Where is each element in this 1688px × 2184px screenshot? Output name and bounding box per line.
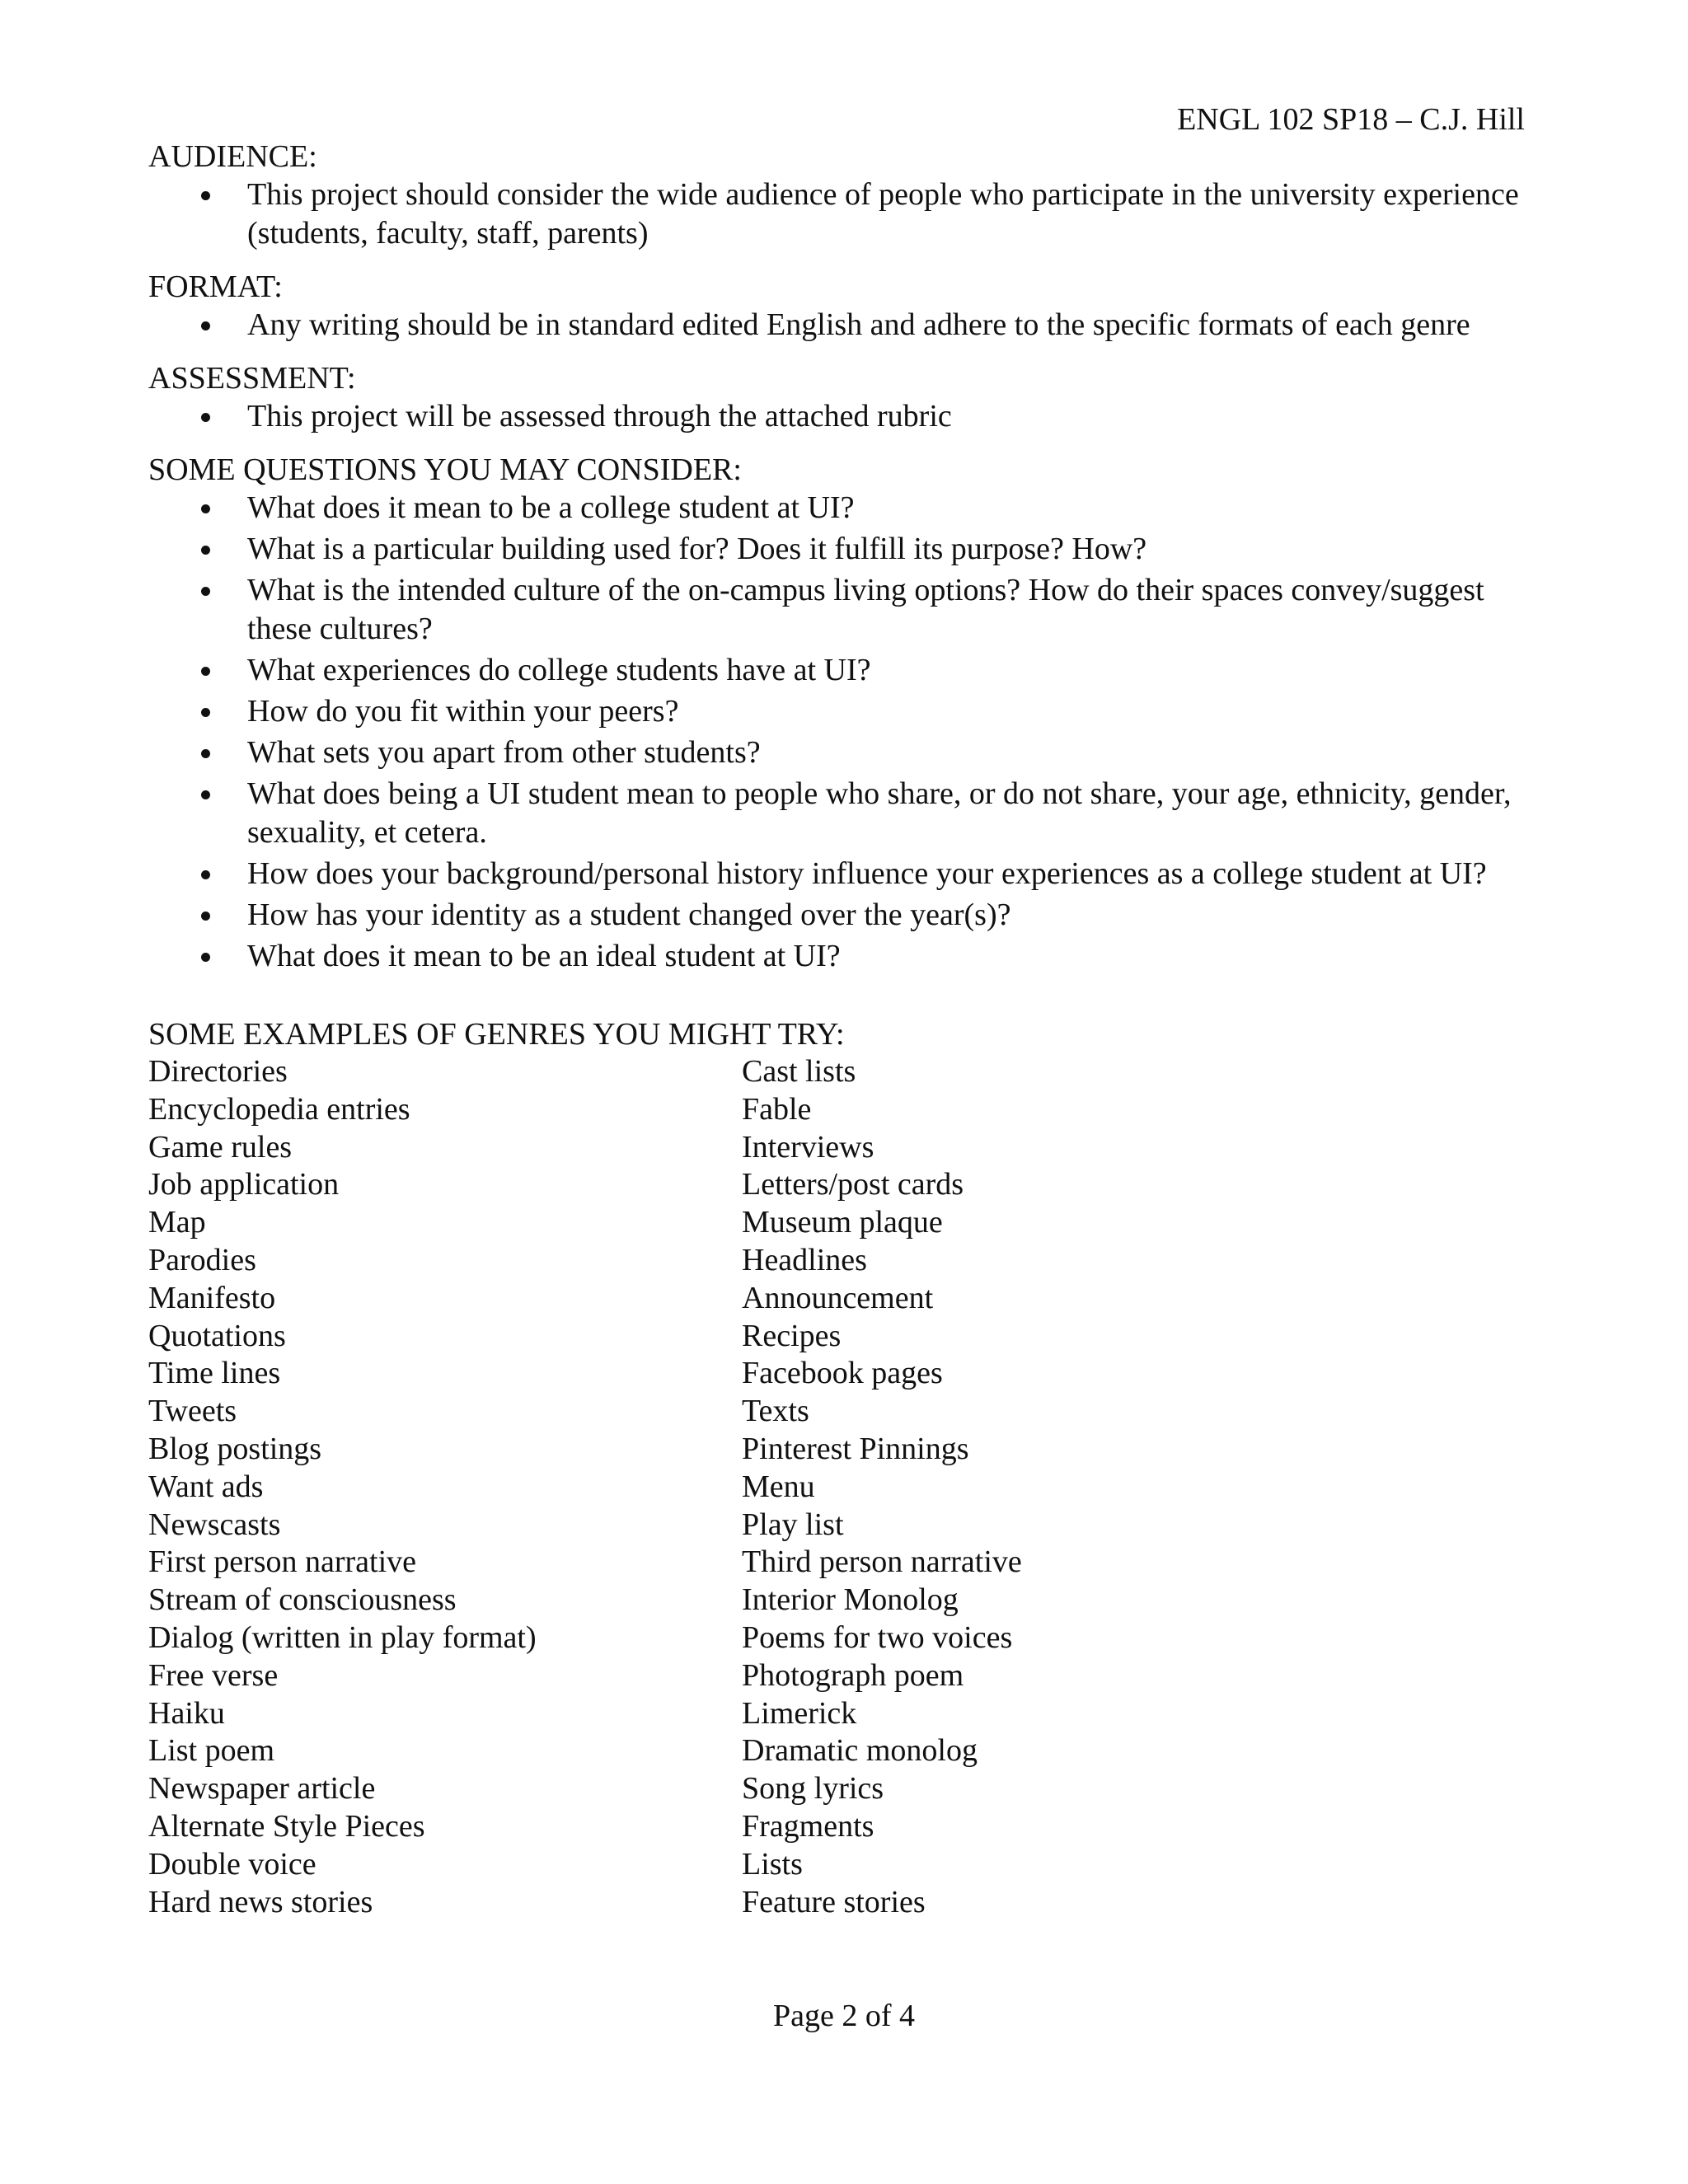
list-item	[148, 530, 1533, 569]
genre-item: Directories	[148, 1054, 288, 1089]
genre-item: Hard news stories	[148, 1884, 373, 1919]
genre-item: Headlines	[742, 1242, 867, 1277]
genre-item: Haiku	[148, 1695, 225, 1731]
list-item	[148, 306, 1533, 344]
genre-item: Stream of consciousness	[148, 1582, 457, 1618]
genre-item: Photograph poem	[742, 1657, 964, 1693]
bullet-icon	[201, 504, 210, 513]
genre-item: Free verse	[148, 1657, 279, 1693]
genre-item: Interviews	[742, 1129, 874, 1165]
list-item-text: What does being a UI student mean to people who share, or do not share, your age, ethnicity, gender, sexuality, et cetera.	[247, 776, 1512, 850]
questions-section	[148, 451, 1533, 976]
list-item	[148, 692, 1533, 731]
bullet-icon	[201, 321, 210, 330]
genre-item: Announcement	[742, 1280, 934, 1315]
genre-item: Letters/post cards	[742, 1167, 964, 1202]
genre-item: Song lyrics	[742, 1771, 884, 1807]
format-list	[148, 306, 1533, 344]
genre-item: Alternate Style Pieces	[148, 1808, 425, 1844]
list-item	[148, 651, 1533, 690]
list-item-text: This project will be assessed through the attached rubric	[247, 399, 952, 434]
genre-item: Newscasts	[148, 1507, 281, 1542]
genre-item: Map	[148, 1205, 206, 1240]
list-item	[148, 176, 1533, 253]
list-item	[148, 896, 1533, 935]
genre-item: Feature stories	[742, 1884, 926, 1919]
bullet-icon	[201, 953, 210, 962]
list-item-text: How do you fit within your peers?	[247, 694, 679, 729]
genres-grid	[148, 1053, 1533, 1921]
bullet-icon	[201, 413, 210, 422]
document-body	[148, 138, 1533, 1921]
list-item-text: What experiences do college students have at UI?	[247, 653, 871, 687]
list-item	[148, 937, 1533, 976]
genre-item: Third person narrative	[742, 1544, 1022, 1580]
genre-item: Job application	[148, 1167, 340, 1202]
genre-item: Game rules	[148, 1129, 293, 1165]
bullet-icon	[201, 870, 210, 879]
format-heading: FORMAT:	[148, 269, 283, 304]
genres-heading: SOME EXAMPLES OF GENRES YOU MIGHT TRY:	[148, 1017, 845, 1052]
audience-list	[148, 176, 1533, 253]
genre-item: Pinterest Pinnings	[742, 1431, 969, 1466]
list-item-text: Any writing should be in standard edited English and adhere to the specific formats of each genre	[247, 307, 1470, 342]
list-item-text: What sets you apart from other students?	[247, 735, 761, 770]
genre-item: Lists	[742, 1846, 803, 1882]
list-item	[148, 733, 1533, 772]
list-item	[148, 571, 1533, 649]
bullet-icon	[201, 749, 210, 758]
genre-item: Tweets	[148, 1394, 237, 1429]
list-item-text: What does it mean to be an ideal student at UI?	[247, 939, 841, 973]
page-number: Page 2 of 4	[772, 1999, 916, 2033]
list-item	[148, 775, 1533, 852]
genre-item: Newspaper article	[148, 1771, 376, 1807]
format-section	[148, 268, 1533, 344]
genre-item: Dialog (written in play format)	[148, 1619, 537, 1655]
course-header: ENGL 102 SP18 – C.J. Hill	[1177, 102, 1525, 137]
genre-item: Recipes	[742, 1318, 842, 1353]
list-item	[148, 489, 1533, 527]
genre-item: First person narrative	[148, 1544, 417, 1580]
list-item-text: This project should consider the wide audience of people who participate in the university experience (students, faculty, staff, parents)	[247, 177, 1519, 251]
genre-item: Manifesto	[148, 1280, 276, 1315]
bullet-icon	[201, 587, 210, 596]
genre-item: Dramatic monolog	[742, 1733, 978, 1769]
genre-item: Museum plaque	[742, 1205, 943, 1240]
genre-item: Menu	[742, 1469, 815, 1504]
genre-item: Double voice	[148, 1846, 316, 1882]
bullet-icon	[201, 912, 210, 921]
genres-right-column	[742, 1053, 1335, 1921]
bullet-icon	[201, 191, 210, 200]
genre-item: Quotations	[148, 1318, 286, 1353]
genre-item: Cast lists	[742, 1054, 856, 1089]
genre-item: Play list	[742, 1507, 844, 1542]
genres-left-column	[148, 1053, 742, 1921]
bullet-icon	[201, 708, 210, 717]
genre-item: Interior Monolog	[742, 1582, 959, 1618]
questions-heading: SOME QUESTIONS YOU MAY CONSIDER:	[148, 452, 742, 487]
assessment-section	[148, 359, 1533, 436]
audience-section	[148, 138, 1533, 253]
list-item	[148, 397, 1533, 436]
genre-item: Fragments	[742, 1808, 874, 1844]
audience-heading: AUDIENCE:	[148, 139, 317, 174]
genres-section	[148, 1015, 1533, 1921]
genre-item: Limerick	[742, 1695, 857, 1731]
list-item-text: What does it mean to be a college student at UI?	[247, 490, 855, 525]
assessment-list	[148, 397, 1533, 436]
genre-item: Time lines	[148, 1356, 281, 1391]
genre-item: Fable	[742, 1091, 812, 1127]
list-item-text: What is a particular building used for? Does it fulfill its purpose? How?	[247, 532, 1147, 566]
genre-item: Parodies	[148, 1242, 256, 1277]
list-item-text: How does your background/personal history influence your experiences as a college student at UI?	[247, 856, 1487, 891]
bullet-icon	[201, 546, 210, 555]
genre-item: Facebook pages	[742, 1356, 943, 1391]
genre-item: Blog postings	[148, 1431, 322, 1466]
bullet-icon	[201, 667, 210, 676]
genre-item: List poem	[148, 1733, 275, 1769]
list-item	[148, 855, 1533, 893]
genre-item: Encyclopedia entries	[148, 1091, 410, 1127]
bullet-icon	[201, 790, 210, 799]
assessment-heading: ASSESSMENT:	[148, 361, 356, 396]
questions-list	[148, 489, 1533, 976]
list-item-text: How has your identity as a student changed over the year(s)?	[247, 898, 1011, 932]
genre-item: Texts	[742, 1394, 809, 1429]
genre-item: Poems for two voices	[742, 1619, 1013, 1655]
genre-item: Want ads	[148, 1469, 264, 1504]
list-item-text: What is the intended culture of the on-campus living options? How do their spaces convey/suggest these cultures?	[247, 573, 1484, 646]
